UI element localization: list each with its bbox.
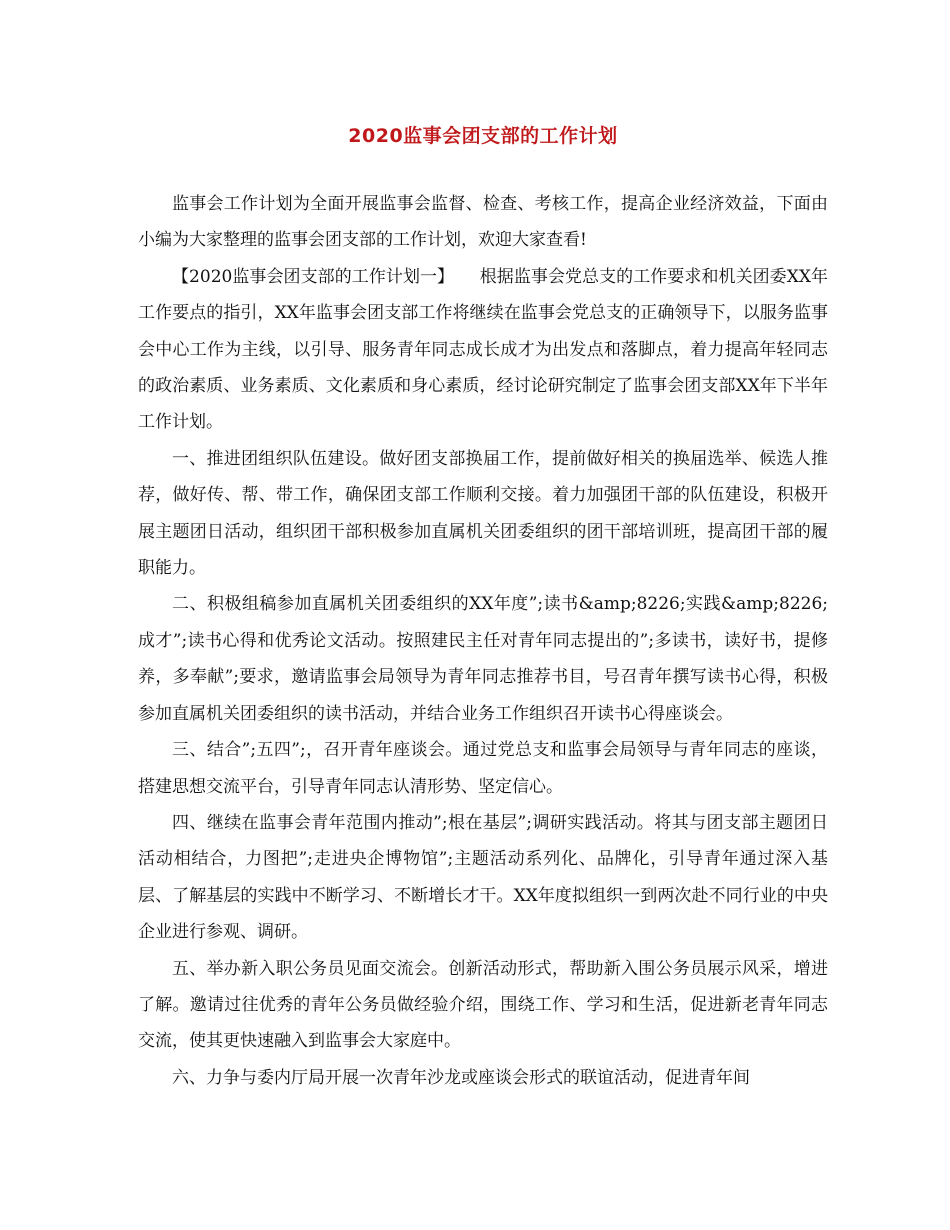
document-page: [138, 0, 828, 1230]
item-four-paragraph: 四、继续在监事会青年范围内推动”;根在基层”;调研实践活动。将其与团支部主题团日活动相结合，力图把”;走进央企博物馆”;主题活动系列化、品牌化，引导青年通过深入基层、了解基层的实践中不断学习、不断增长才干。XX年度拟组织一到两次赴不同行业的中央企业进行参观、调研。: [138, 812, 828, 943]
item-six-paragraph: 六、力争与委内厅局开展一次青年沙龙或座谈会形式的联谊活动，促进青年间: [172, 1067, 750, 1088]
document-title: 2020监事会团支部的工作计划: [348, 125, 618, 147]
item-three-paragraph: 三、结合”;五四”;，召开青年座谈会。通过党总支和监事会局领导与青年同志的座谈，搭建思想交流平台，引导青年同志认清形势、坚定信心。: [138, 740, 828, 797]
document-body: [138, 186, 828, 1096]
item-one-paragraph: 一、推进团组织队伍建设。做好团支部换届工作，提前做好相关的换届选举、候选人推荐，做好传、帮、带工作，确保团支部工作顺利交接。着力加强团干部的队伍建设，积极开展主题团日活动，组织团干部积极参加直属机关团委组织的团干部培训班，提高团干部的履职能力。: [138, 448, 828, 579]
item-five-paragraph: 五、举办新入职公务员见面交流会。创新活动形式，帮助新入围公务员展示风采，增进了解。邀请过往优秀的青年公务员做经验介绍，围绕工作、学习和生活，促进新老青年同志交流，使其更快速融入到监事会大家庭中。: [138, 958, 828, 1052]
item-two-paragraph: 二、积极组稿参加直属机关团委组织的XX年度”;读书&amp;8226;实践&amp;8226;成才”;读书心得和优秀论文活动。按照建民主任对青年同志提出的”;多读书，读好书，提修养，多奉献”;要求，邀请监事会局领导为青年同志推荐书目，号召青年撰写读书心得，积极参加直属机关团委组织的读书活动，并结合业务工作组织召开读书心得座谈会。: [138, 594, 828, 724]
plan-one-paragraph: 【2020监事会团支部的工作计划一】 根据监事会党总支的工作要求和机关团委XX年工作要点的指引，XX年监事会团支部工作将继续在监事会党总支的正确领导下，以服务监事会中心工作为主线，以引导、服务青年同志成长成才为出发点和落脚点，着力提高年轻同志的政治素质、业务素质、文化素质和身心素质，经讨论研究制定了监事会团支部XX年下半年工作计划。: [138, 266, 828, 433]
intro-paragraph: 监事会工作计划为全面开展监事会监督、检查、考核工作，提高企业经济效益，下面由小编为大家整理的监事会团支部的工作计划，欢迎大家查看!: [138, 194, 828, 251]
